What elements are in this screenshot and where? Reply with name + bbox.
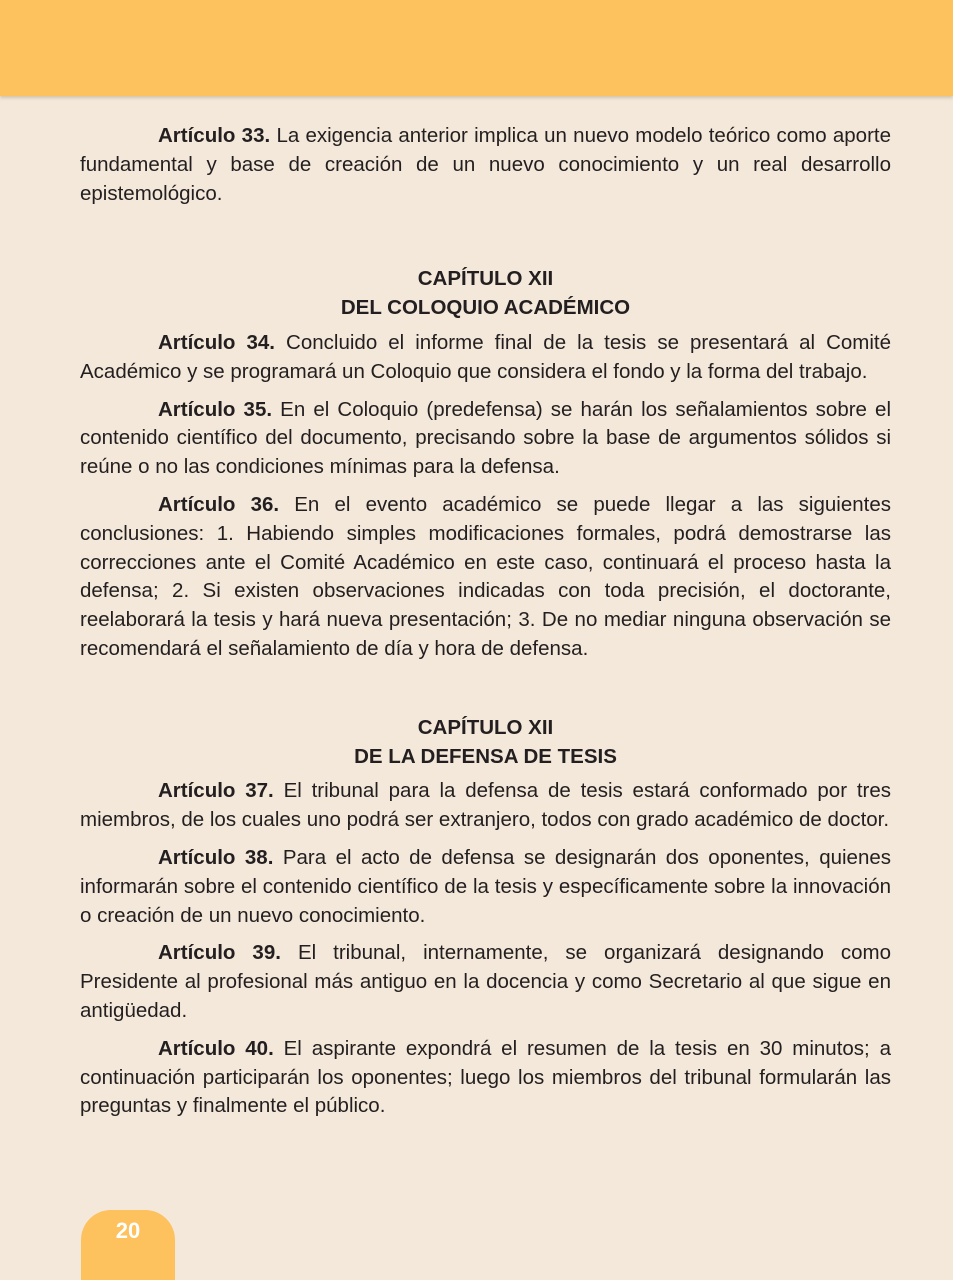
chapter-heading-coloquio [80,265,891,323]
article-39-text: El tribunal, internamente, se organizará designando como Presidente al profesional más antiguo en la docencia y como Secretario al que sigue en antigüedad. [80,941,892,1022]
article-40-label: Artículo 40. [158,1036,274,1060]
page-content [80,122,891,1130]
article-38-text: Para el acto de defensa se designarán dos oponentes, quienes informarán sobre el contenido científico de la tesis y específicamente sobre la innovación o creación de un nuevo conocimiento. [80,845,892,927]
article-40-text: El aspirante expondrá el resumen de la tesis en 30 minutos; a continuación participarán los oponentes; luego los miembros del tribunal formularán las preguntas y finalmente el público. [80,1036,891,1118]
chapter-subtitle: DEL COLOQUIO ACADÉMICO [340,296,631,320]
article-37-label: Artículo 37. [158,779,274,803]
article-33 [80,122,891,208]
article-33-text: La exigencia anterior implica un nuevo modelo teórico como aporte fundamental y base de creación de un nuevo conocimiento y un real desarrollo epistemológico. [80,124,892,205]
article-38 [80,844,891,930]
article-34-label: Artículo 34. [158,330,275,354]
article-37-text: El tribunal para la defensa de tesis estará conformado por tres miembros, de los cuales uno podrá ser extranjero, todos con grado académico de doctor. [80,779,891,832]
article-37 [80,777,891,835]
page-number: 20 [115,1218,141,1243]
chapter-heading-defensa [80,714,891,772]
article-36 [80,491,891,664]
article-40 [80,1035,891,1121]
article-35-label: Artículo 35. [158,397,273,421]
article-38-label: Artículo 38. [158,845,274,869]
article-33-label: Artículo 33. [158,124,271,147]
article-34 [80,329,891,387]
page-number-tab [81,1210,175,1280]
article-35-text: En el Coloquio (predefensa) se harán los señalamientos sobre el contenido científico del documento, precisando sobre la base de argumentos sólidos si reúne o no las condiciones mínimas para la defensa. [80,397,892,479]
article-35 [80,396,891,482]
article-36-text: En el evento académico se puede llegar a las siguientes conclusiones: 1. Habiendo simples modificaciones formales, podrá demostrarse las correcciones ante el Comité Académico en este caso, continuará el proceso hasta la defensa; 2. Si existen observaciones indicadas con toda precisión, el doctorante, reelaborará la tesis y hará nueva presentación; 3. De no mediar ninguna observación se recomendará el señalamiento de día y hora de defensa. [80,492,891,660]
chapter-title: CAPÍTULO XII [417,267,554,291]
header-band [0,0,953,96]
article-34-text: Concluido el informe final de la tesis se presentará al Comité Académico y se programará un Coloquio que considera el fondo y la forma del trabajo. [80,330,892,383]
article-39 [80,939,891,1025]
chapter-title: CAPÍTULO XII [417,715,554,739]
article-39-label: Artículo 39. [158,941,281,965]
article-36-label: Artículo 36. [158,492,280,516]
chapter-subtitle: DE LA DEFENSA DE TESIS [354,744,617,768]
